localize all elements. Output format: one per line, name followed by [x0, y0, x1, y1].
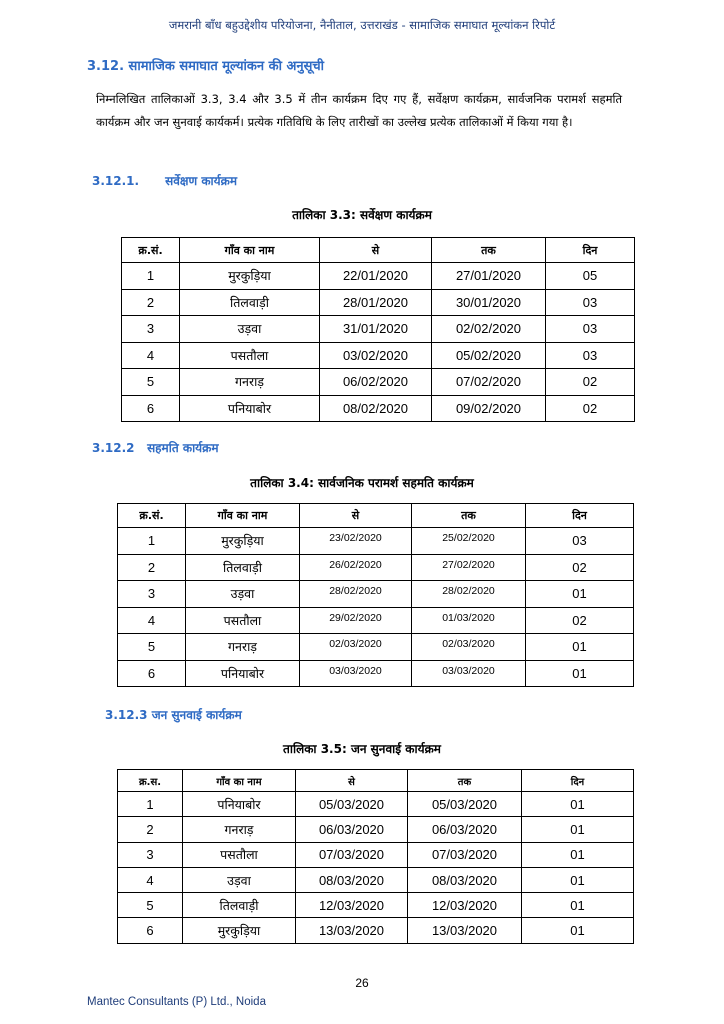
section-title: 3.12. सामाजिक समाघात मूल्यांकन की अनुसूची [87, 59, 325, 74]
cell-village: पनियाबोर [183, 792, 296, 817]
cell-from-date: 13/03/2020 [296, 918, 408, 943]
column-header-days: दिन [526, 504, 634, 528]
cell-to-date: 07/03/2020 [408, 842, 522, 867]
table-caption-3-5: तालिका 3.5: जन सुनवाई कार्यक्रम [283, 742, 441, 756]
subsection-title: सर्वेक्षण कार्यक्रम [165, 174, 237, 188]
cell-village: पनियाबोर [186, 660, 300, 687]
subsection-number: 3.12.3 [105, 708, 148, 722]
cell-to-date: 25/02/2020 [412, 528, 526, 555]
cell-from-date: 23/02/2020 [300, 528, 412, 555]
cell-from-date: 31/01/2020 [320, 316, 432, 343]
cell-to-date: 30/01/2020 [432, 289, 546, 316]
cell-from-date: 03/02/2020 [320, 342, 432, 369]
table-row [118, 893, 634, 918]
cell-days: 05 [546, 263, 635, 290]
cell-village: गनराड़ [180, 369, 320, 396]
table-caption-3-4: तालिका 3.4: सार्वजनिक परामर्श सहमति कार्यक्रम [250, 476, 474, 490]
cell-village: उड़वा [180, 316, 320, 343]
cell-serial: 3 [118, 581, 186, 608]
subsection-heading-consent [92, 439, 219, 456]
cell-from-date: 06/03/2020 [296, 817, 408, 842]
cell-from-date: 07/03/2020 [296, 842, 408, 867]
running-header: जमरानी बाँध बहुउद्देशीय परियोजना, नैनीताल, उत्तराखंड - सामाजिक समाघात मूल्यांकन रिपोर्ट [168, 18, 556, 32]
cell-days: 02 [526, 554, 634, 581]
cell-to-date: 07/02/2020 [432, 369, 546, 396]
cell-serial: 2 [122, 289, 180, 316]
cell-village: मुरकुड़िया [183, 918, 296, 943]
table-row [118, 867, 634, 892]
cell-village: तिलवाड़ी [186, 554, 300, 581]
cell-from-date: 26/02/2020 [300, 554, 412, 581]
column-header-village: गाँव का नाम [183, 770, 296, 792]
cell-village: उड़वा [183, 867, 296, 892]
cell-days: 01 [526, 634, 634, 661]
cell-from-date: 08/02/2020 [320, 395, 432, 422]
cell-days: 02 [546, 395, 635, 422]
cell-serial: 4 [122, 342, 180, 369]
column-header-to-date: तक [408, 770, 522, 792]
column-header-village: गाँव का नाम [180, 238, 320, 263]
cell-days: 01 [522, 918, 634, 943]
cell-serial: 5 [118, 893, 183, 918]
column-header-village: गाँव का नाम [186, 504, 300, 528]
cell-to-date: 08/03/2020 [408, 867, 522, 892]
cell-to-date: 28/02/2020 [412, 581, 526, 608]
cell-to-date: 12/03/2020 [408, 893, 522, 918]
cell-from-date: 29/02/2020 [300, 607, 412, 634]
cell-to-date: 06/03/2020 [408, 817, 522, 842]
table-row [122, 395, 635, 422]
cell-serial: 4 [118, 867, 183, 892]
cell-village: मुरकुड़िया [180, 263, 320, 290]
cell-to-date: 02/02/2020 [432, 316, 546, 343]
cell-days: 01 [522, 842, 634, 867]
cell-days: 01 [522, 893, 634, 918]
footer-company: Mantec Consultants (P) Ltd., Noida [87, 996, 266, 1008]
table-row [118, 842, 634, 867]
column-header-days: दिन [522, 770, 634, 792]
cell-serial: 6 [118, 918, 183, 943]
subsection-heading-survey [92, 172, 237, 189]
cell-serial: 3 [118, 842, 183, 867]
cell-village: गनराड़ [183, 817, 296, 842]
cell-from-date: 22/01/2020 [320, 263, 432, 290]
survey-schedule-table [121, 237, 635, 422]
cell-village: मुरकुड़िया [186, 528, 300, 555]
cell-from-date: 06/02/2020 [320, 369, 432, 396]
table-row [118, 792, 634, 817]
cell-to-date: 13/03/2020 [408, 918, 522, 943]
consent-schedule-table [117, 503, 634, 687]
cell-days: 01 [526, 660, 634, 687]
cell-from-date: 28/02/2020 [300, 581, 412, 608]
hearing-schedule-table [117, 769, 634, 944]
subsection-title: सहमति कार्यक्रम [147, 441, 219, 455]
cell-serial: 2 [118, 554, 186, 581]
cell-to-date: 27/01/2020 [432, 263, 546, 290]
column-header-from-date: से [320, 238, 432, 263]
subsection-number: 3.12.1. [92, 174, 140, 188]
cell-to-date: 09/02/2020 [432, 395, 546, 422]
table-row [122, 316, 635, 343]
column-header-serial: क्र.सं. [118, 504, 186, 528]
cell-days: 01 [522, 867, 634, 892]
cell-village: पनियाबोर [180, 395, 320, 422]
table-row [118, 581, 634, 608]
table-row [122, 263, 635, 290]
table-header-row [122, 238, 635, 263]
cell-village: पसतौला [180, 342, 320, 369]
cell-from-date: 05/03/2020 [296, 792, 408, 817]
cell-serial: 1 [122, 263, 180, 290]
cell-village: तिलवाड़ी [180, 289, 320, 316]
table-row [118, 918, 634, 943]
column-header-serial: क्र.सं. [122, 238, 180, 263]
table-header-row [118, 504, 634, 528]
cell-days: 01 [522, 792, 634, 817]
cell-days: 03 [546, 342, 635, 369]
table-caption-3-3: तालिका 3.3: सर्वेक्षण कार्यक्रम [292, 208, 432, 222]
table-row [122, 342, 635, 369]
cell-days: 02 [526, 607, 634, 634]
cell-from-date: 03/03/2020 [300, 660, 412, 687]
cell-days: 03 [546, 316, 635, 343]
cell-to-date: 01/03/2020 [412, 607, 526, 634]
cell-days: 02 [546, 369, 635, 396]
cell-serial: 3 [122, 316, 180, 343]
table-row [118, 817, 634, 842]
column-header-days: दिन [546, 238, 635, 263]
cell-to-date: 03/03/2020 [412, 660, 526, 687]
subsection-title: जन सुनवाई कार्यक्रम [151, 708, 242, 722]
cell-serial: 4 [118, 607, 186, 634]
cell-from-date: 02/03/2020 [300, 634, 412, 661]
cell-days: 03 [546, 289, 635, 316]
cell-serial: 2 [118, 817, 183, 842]
cell-from-date: 28/01/2020 [320, 289, 432, 316]
cell-serial: 6 [118, 660, 186, 687]
cell-serial: 5 [122, 369, 180, 396]
cell-village: उड़वा [186, 581, 300, 608]
cell-from-date: 08/03/2020 [296, 867, 408, 892]
page-number: 26 [355, 976, 369, 990]
subsection-number: 3.12.2 [92, 441, 135, 455]
table-row [118, 554, 634, 581]
table-row [122, 289, 635, 316]
cell-to-date: 05/03/2020 [408, 792, 522, 817]
cell-days: 01 [526, 581, 634, 608]
table-row [118, 607, 634, 634]
cell-serial: 6 [122, 395, 180, 422]
column-header-to-date: तक [432, 238, 546, 263]
cell-serial: 5 [118, 634, 186, 661]
table-row [118, 634, 634, 661]
table-row [118, 660, 634, 687]
cell-to-date: 05/02/2020 [432, 342, 546, 369]
cell-village: गनराड़ [186, 634, 300, 661]
column-header-from-date: से [296, 770, 408, 792]
cell-to-date: 27/02/2020 [412, 554, 526, 581]
table-row [122, 369, 635, 396]
cell-to-date: 02/03/2020 [412, 634, 526, 661]
cell-village: तिलवाड़ी [183, 893, 296, 918]
column-header-from-date: से [300, 504, 412, 528]
intro-paragraph: निम्नलिखित तालिकाओं 3.3, 3.4 और 3.5 में तीन कार्यक्रम दिए गए हैं, सर्वेक्षण कार्यक्रम, सार्वजनिक परामर्श सहमति कार्यक्रम और जन सुनवाई कार्यकर्म। प्रत्येक गतिविधि के लिए तारीखों का उल्लेख प्रत्येक तालिकाओं में किया गया है। [96, 92, 622, 129]
cell-days: 03 [526, 528, 634, 555]
cell-village: पसतौला [186, 607, 300, 634]
table-row [118, 528, 634, 555]
cell-village: पसतौला [183, 842, 296, 867]
subsection-heading-hearing [105, 706, 242, 723]
column-header-serial: क्र.स. [118, 770, 183, 792]
cell-from-date: 12/03/2020 [296, 893, 408, 918]
cell-days: 01 [522, 817, 634, 842]
cell-serial: 1 [118, 528, 186, 555]
column-header-to-date: तक [412, 504, 526, 528]
cell-serial: 1 [118, 792, 183, 817]
table-header-row [118, 770, 634, 792]
